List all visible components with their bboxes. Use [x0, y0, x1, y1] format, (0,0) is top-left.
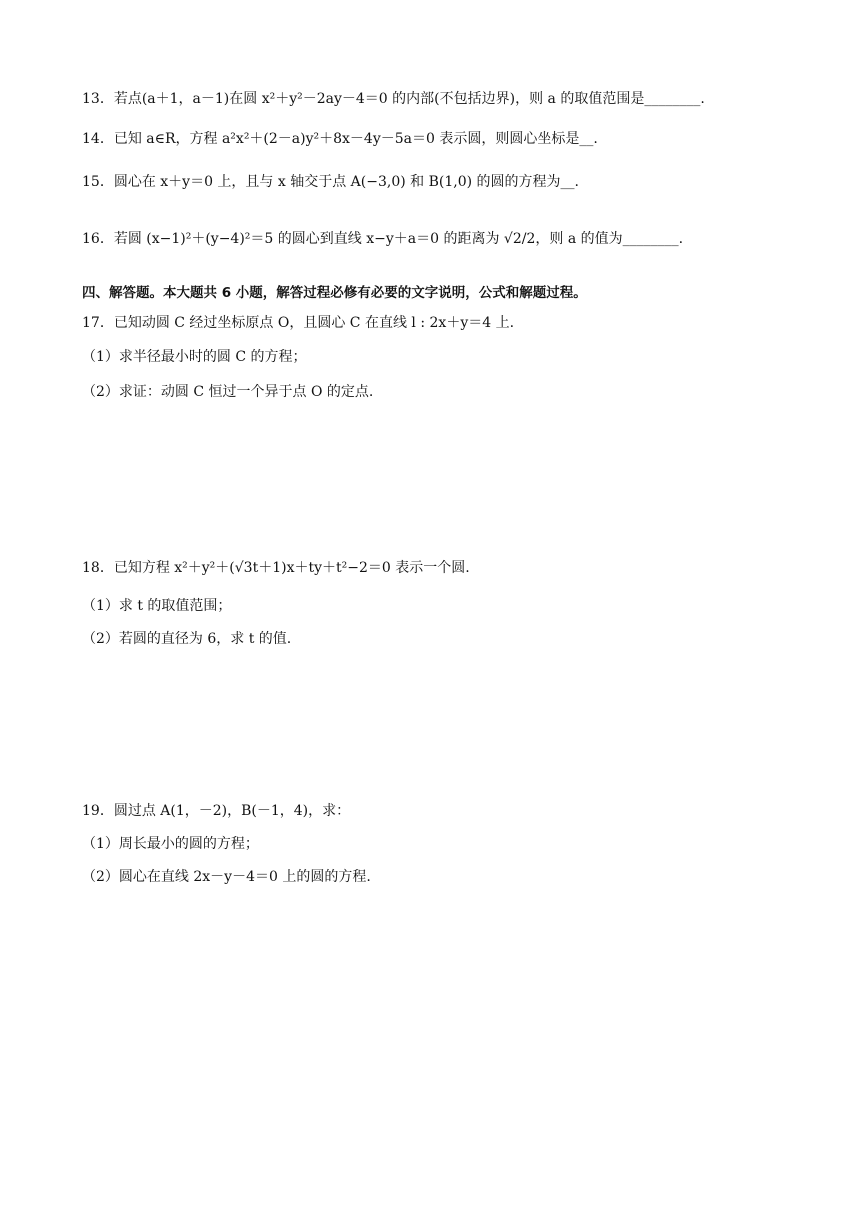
question-17-part-2: （2）求证：动圆 C 恒过一个异于点 O 的定点. [82, 384, 374, 400]
question-15: 15．圆心在 x＋y＝0 上，且与 x 轴交于点 A(−3,0) 和 B(1,0) 的圆的方程为__. [82, 174, 579, 190]
question-18-part-1: （1）求 t 的取值范围； [82, 598, 232, 614]
question-18-stem: 18．已知方程 x²＋y²＋(√3t＋1)x＋ty＋t²−2＝0 表示一个圆. [82, 560, 470, 576]
question-16: 16．若圆 (x−1)²＋(y−4)²＝5 的圆心到直线 x−y＋a＝0 的距离为 √2/2，则 a 的值为________. [82, 231, 684, 247]
question-17-part-1: （1）求半径最小时的圆 C 的方程； [82, 349, 307, 365]
question-13: 13．若点(a＋1，a－1)在圆 x²＋y²－2ay－4＝0 的内部(不包括边界)，则 a 的取值范围是________. [82, 91, 705, 107]
question-19-part-1: （1）周长最小的圆的方程； [82, 836, 259, 852]
question-18-part-2: （2）若圆的直径为 6，求 t 的值. [82, 631, 292, 647]
question-19-part-2: （2）圆心在直线 2x－y－4＝0 上的圆的方程. [82, 869, 371, 885]
question-14: 14．已知 a∈R，方程 a²x²＋(2－a)y²＋8x－4y－5a＝0 表示圆，则圆心坐标是__. [82, 131, 598, 147]
question-19-stem: 19．圆过点 A(1，－2)，B(－1，4)，求： [82, 803, 351, 819]
question-17-stem: 17．已知动圆 C 经过坐标原点 O，且圆心 C 在直线 l : 2x＋y＝4 上. [82, 315, 515, 331]
section-heading: 四、解答题。本大题共 6 小题，解答过程必修有必要的文字说明，公式和解题过程。 [82, 285, 587, 301]
